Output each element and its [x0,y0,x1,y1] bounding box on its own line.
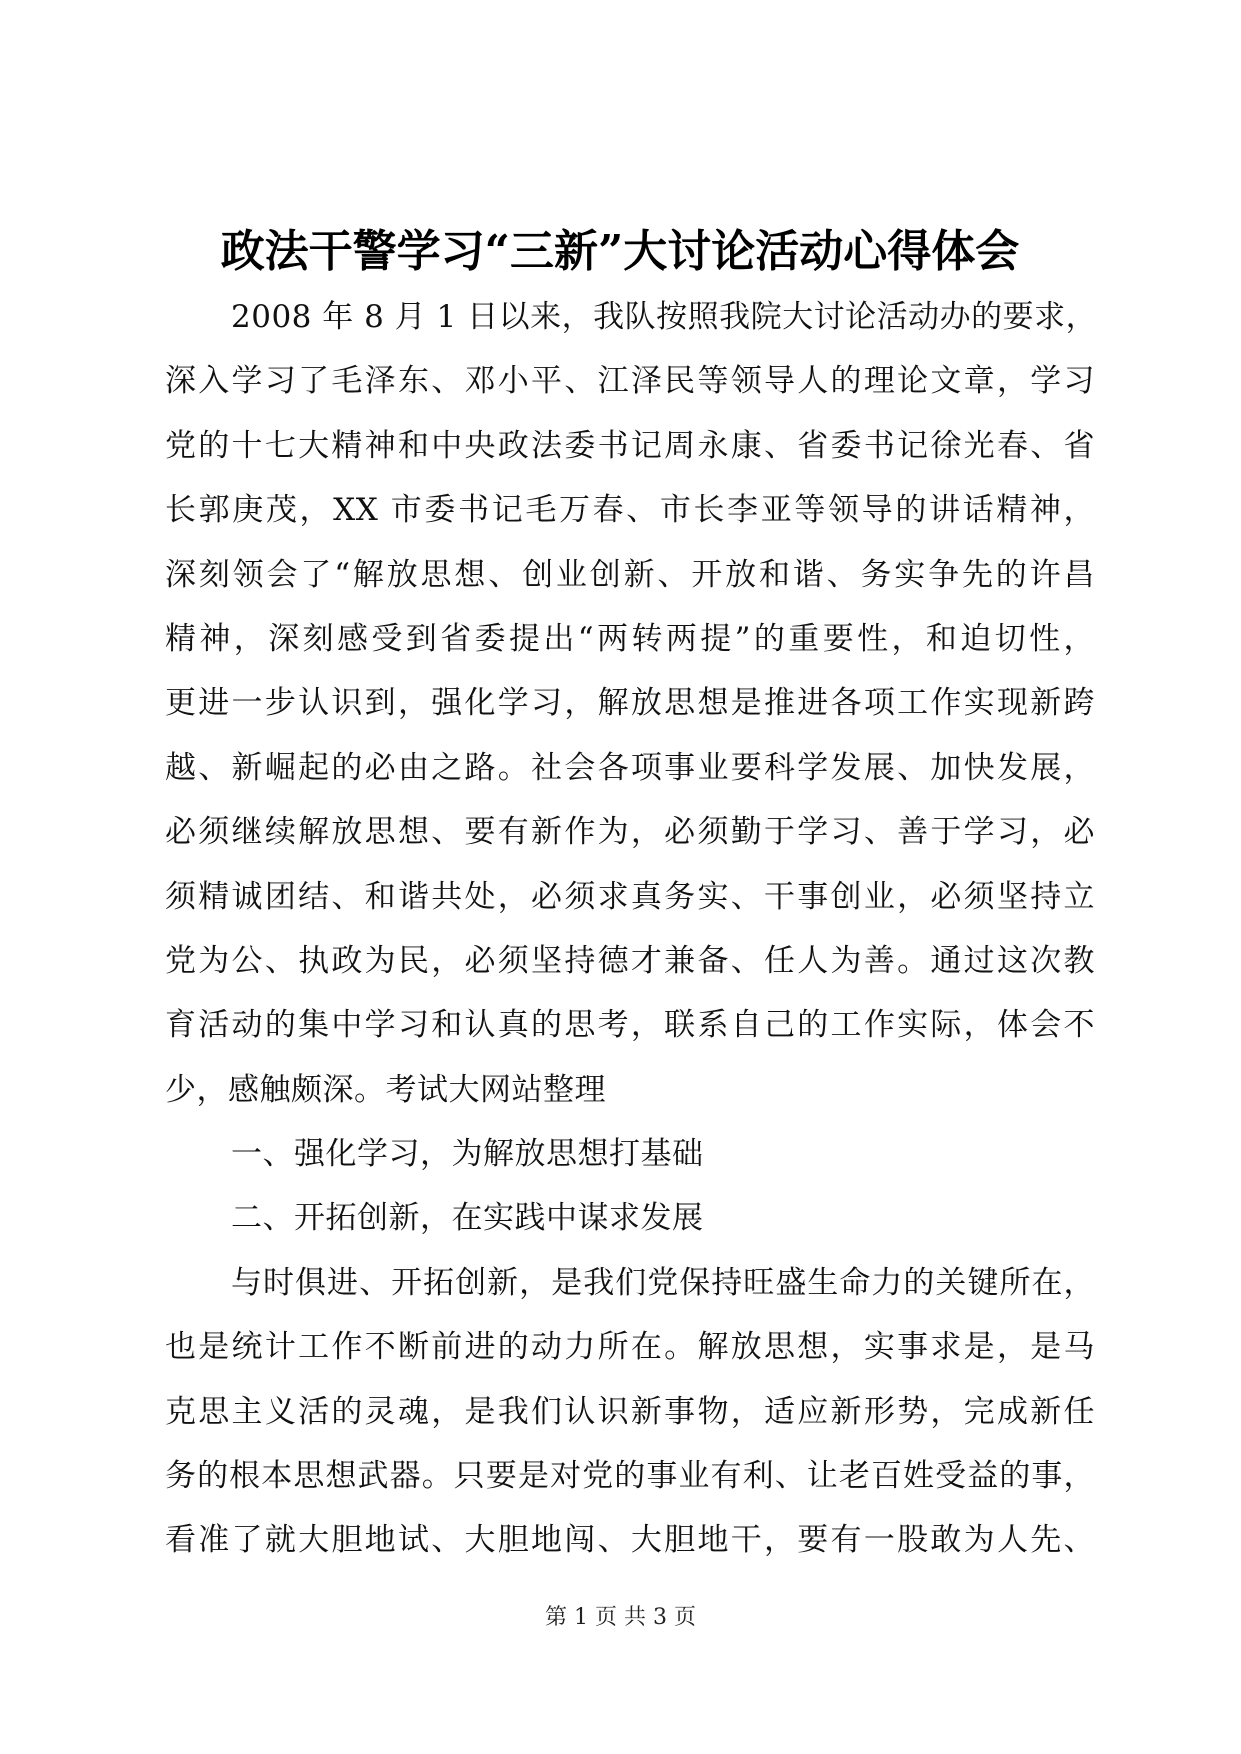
paragraph-line: 育活动的集中学习和认真的思考，联系自己的工作实际，体会不 [165,1007,1095,1044]
document-title: 政法干警学习“三新”大讨论活动心得体会 [220,226,1020,277]
paragraph-line: 务的根本思想武器。只要是对党的事业有利、让老百姓受益的事， [165,1458,1095,1495]
paragraph-line: 看准了就大胆地试、大胆地闯、大胆地干，要有一股敢为人先、 [165,1522,1095,1559]
paragraph-line: 少，感触颇深。考试大网站整理 [165,1071,606,1108]
paragraph-line: 须精诚团结、和谐共处，必须求真务实、干事创业，必须坚持立 [165,878,1095,915]
paragraph-line: 与时俱进、开拓创新，是我们党保持旺盛生命力的关键所在， [231,1264,1095,1301]
paragraph-line: 深刻领会了“解放思想、创业创新、开放和谐、务实争先的许昌 [165,556,1095,593]
paragraph-line: 克思主义活的灵魂，是我们认识新事物，适应新形势，完成新任 [165,1393,1095,1430]
paragraph-line: 越、新崛起的必由之路。社会各项事业要科学发展、加快发展， [165,749,1095,786]
paragraph-line: 深入学习了毛泽东、邓小平、江泽民等领导人的理论文章，学习 [165,363,1095,400]
paragraph-line: 长郭庚茂，XX 市委书记毛万春、市长李亚等领导的讲话精神， [165,492,1095,529]
document-body [165,285,1098,1573]
paragraph-line: 也是统计工作不断前进的动力所在。解放思想，实事求是，是马 [165,1329,1095,1366]
paragraph-line: 党为公、执政为民，必须坚持德才兼备、任人为善。通过这次教 [165,942,1095,979]
page-number-footer: 第 1 页 共 3 页 [545,1605,696,1630]
section-heading: 二、开拓创新，在实践中谋求发展 [231,1200,704,1237]
paragraph-line: 必须继续解放思想、要有新作为，必须勤于学习、善于学习，必 [165,814,1095,851]
paragraph-line: 2008 年 8 月 1 日以来，我队按照我院大讨论活动办的要求， [231,299,1098,335]
paragraph-line: 更进一步认识到，强化学习，解放思想是推进各项工作实现新跨 [165,685,1095,722]
paragraph-line: 党的十七大精神和中央政法委书记周永康、省委书记徐光春、省 [165,427,1095,464]
paragraph-line: 精神，深刻感受到省委提出“两转两提”的重要性，和迫切性， [165,620,1095,657]
section-heading: 一、强化学习，为解放思想打基础 [231,1136,704,1173]
